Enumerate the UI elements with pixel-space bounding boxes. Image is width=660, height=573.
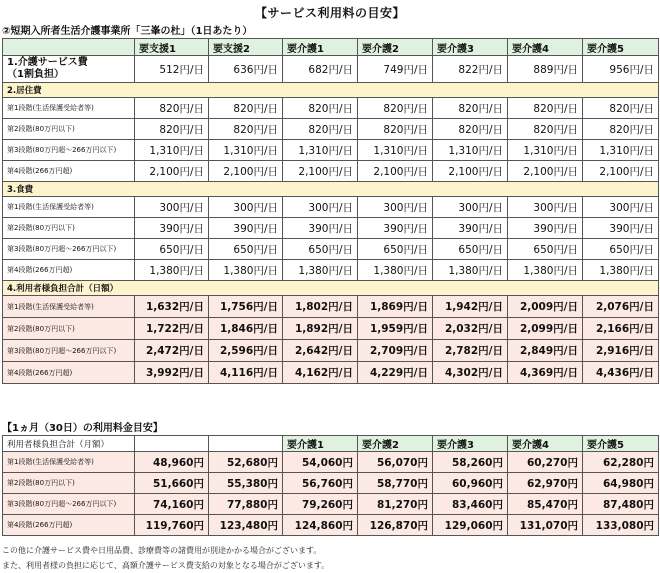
food-section-row <box>3 182 659 197</box>
residence-value: 1,310円/日 <box>135 140 209 161</box>
tier-label: 第2段階(80万円以下) <box>3 473 135 494</box>
total-row <box>3 296 659 318</box>
monthly-value: 60,270円 <box>508 452 583 473</box>
service-fee-value: 749円/日 <box>358 56 433 83</box>
monthly-value: 62,280円 <box>583 452 659 473</box>
total-value: 3,992円/日 <box>135 362 209 384</box>
monthly-value: 56,760円 <box>283 473 358 494</box>
food-value: 1,380円/日 <box>283 260 358 281</box>
residence-value: 1,310円/日 <box>583 140 659 161</box>
residence-row <box>3 119 659 140</box>
column-header: 要支援1 <box>135 39 209 56</box>
column-header: 要介護4 <box>508 39 583 56</box>
monthly-value: 129,060円 <box>433 515 508 536</box>
service-fee-row <box>3 56 659 83</box>
monthly-value: 85,470円 <box>508 494 583 515</box>
food-value: 1,380円/日 <box>358 260 433 281</box>
total-value: 2,916円/日 <box>583 340 659 362</box>
monthly-value: 124,860円 <box>283 515 358 536</box>
total-value: 1,632円/日 <box>135 296 209 318</box>
residence-value: 820円/日 <box>358 98 433 119</box>
total-value: 2,009円/日 <box>508 296 583 318</box>
food-row <box>3 218 659 239</box>
column-header: 要介護1 <box>283 39 358 56</box>
column-header: 要介護5 <box>583 39 659 56</box>
residence-section-label: 2.居住費 <box>3 83 659 98</box>
total-value: 1,942円/日 <box>433 296 508 318</box>
total-section-label: 4.利用者様負担合計（日額） <box>3 281 659 296</box>
page-title: 【サービス利用料の目安】 <box>254 6 405 20</box>
total-value: 2,642円/日 <box>283 340 358 362</box>
tier-label: 第1段階(生活保護受給者等) <box>3 296 135 318</box>
food-row <box>3 260 659 281</box>
total-value: 2,472円/日 <box>135 340 209 362</box>
monthly-column-header: 要介護2 <box>358 436 433 452</box>
residence-value: 2,100円/日 <box>508 161 583 182</box>
monthly-column-header: 要介護5 <box>583 436 659 452</box>
residence-value: 1,310円/日 <box>358 140 433 161</box>
service-fee-label-line1: 1.介護サービス費 <box>7 57 88 68</box>
food-value: 390円/日 <box>135 218 209 239</box>
food-row <box>3 197 659 218</box>
food-value: 650円/日 <box>433 239 508 260</box>
monthly-value: 81,270円 <box>358 494 433 515</box>
residence-value: 820円/日 <box>209 98 283 119</box>
monthly-fee-table <box>2 435 659 536</box>
food-value: 650円/日 <box>283 239 358 260</box>
monthly-value: 126,870円 <box>358 515 433 536</box>
note-line-2: また、利用者様の負担に応じて、高額介護サービス費支給の対象となる場合がございます。 <box>2 561 330 570</box>
total-value: 1,756円/日 <box>209 296 283 318</box>
column-header: 要介護3 <box>433 39 508 56</box>
monthly-row <box>3 494 659 515</box>
residence-value: 820円/日 <box>135 119 209 140</box>
total-value: 2,596円/日 <box>209 340 283 362</box>
residence-value: 2,100円/日 <box>209 161 283 182</box>
monthly-value: 87,480円 <box>583 494 659 515</box>
food-value: 300円/日 <box>358 197 433 218</box>
service-fee-label-line2: （1割負担） <box>7 69 64 80</box>
service-fee-value: 889円/日 <box>508 56 583 83</box>
residence-value: 820円/日 <box>358 119 433 140</box>
residence-value: 2,100円/日 <box>283 161 358 182</box>
tier-label: 第3段階(80万円超～266万円以下) <box>3 239 135 260</box>
food-value: 300円/日 <box>583 197 659 218</box>
monthly-subtitle: 【1ヵ月（30日）の利用料金目安】 <box>2 423 163 434</box>
food-value: 1,380円/日 <box>433 260 508 281</box>
tier-label: 第1段階(生活保護受給者等) <box>3 98 135 119</box>
food-value: 390円/日 <box>508 218 583 239</box>
facility-subtitle: ②短期入所者生活介護事業所「三峯の杜」（1日あたり） <box>2 26 253 37</box>
total-row <box>3 318 659 340</box>
monthly-column-header: 要介護4 <box>508 436 583 452</box>
monthly-value: 52,680円 <box>209 452 283 473</box>
monthly-column-header: 要介護1 <box>283 436 358 452</box>
service-fee-label <box>3 56 135 83</box>
total-value: 2,032円/日 <box>433 318 508 340</box>
food-value: 390円/日 <box>433 218 508 239</box>
total-value: 4,229円/日 <box>358 362 433 384</box>
residence-section-row <box>3 83 659 98</box>
residence-value: 1,310円/日 <box>209 140 283 161</box>
food-value: 390円/日 <box>583 218 659 239</box>
header-blank-cell <box>3 39 135 56</box>
residence-value: 1,310円/日 <box>433 140 508 161</box>
residence-value: 820円/日 <box>508 98 583 119</box>
total-row <box>3 362 659 384</box>
total-value: 2,782円/日 <box>433 340 508 362</box>
monthly-value: 56,070円 <box>358 452 433 473</box>
total-value: 4,369円/日 <box>508 362 583 384</box>
food-value: 1,380円/日 <box>209 260 283 281</box>
monthly-column-header: 要介護3 <box>433 436 508 452</box>
tier-label: 第4段階(266万円超) <box>3 161 135 182</box>
total-value: 4,302円/日 <box>433 362 508 384</box>
tier-label: 第2段階(80万円以下) <box>3 318 135 340</box>
monthly-value: 58,260円 <box>433 452 508 473</box>
tier-label: 第3段階(80万円超～266万円以下) <box>3 140 135 161</box>
monthly-value: 131,070円 <box>508 515 583 536</box>
total-value: 1,869円/日 <box>358 296 433 318</box>
monthly-column-header <box>135 436 209 452</box>
monthly-value: 64,980円 <box>583 473 659 494</box>
residence-value: 2,100円/日 <box>358 161 433 182</box>
monthly-value: 48,960円 <box>135 452 209 473</box>
total-value: 4,162円/日 <box>283 362 358 384</box>
food-value: 1,380円/日 <box>508 260 583 281</box>
residence-value: 2,100円/日 <box>583 161 659 182</box>
residence-value: 820円/日 <box>283 119 358 140</box>
food-row <box>3 239 659 260</box>
food-value: 300円/日 <box>209 197 283 218</box>
total-value: 1,892円/日 <box>283 318 358 340</box>
service-fee-value: 512円/日 <box>135 56 209 83</box>
tier-label: 第3段階(80万円超～266万円以下) <box>3 494 135 515</box>
header-row <box>3 39 659 56</box>
tier-label: 第4段階(266万円超) <box>3 260 135 281</box>
monthly-value: 83,460円 <box>433 494 508 515</box>
monthly-value: 74,160円 <box>135 494 209 515</box>
monthly-value: 55,380円 <box>209 473 283 494</box>
monthly-header-row <box>3 436 659 452</box>
daily-fee-table <box>2 38 659 384</box>
residence-row <box>3 161 659 182</box>
monthly-row <box>3 452 659 473</box>
total-section-row <box>3 281 659 296</box>
total-value: 2,709円/日 <box>358 340 433 362</box>
monthly-value: 58,770円 <box>358 473 433 494</box>
residence-row <box>3 140 659 161</box>
tier-label: 第3段階(80万円超～266万円以下) <box>3 340 135 362</box>
note-line-1: この他に介護サービス費や日用品費、診療費等の諸費用が別途かかる場合がございます。 <box>2 546 322 555</box>
residence-value: 1,310円/日 <box>508 140 583 161</box>
residence-value: 820円/日 <box>433 98 508 119</box>
service-fee-value: 682円/日 <box>283 56 358 83</box>
residence-value: 2,100円/日 <box>433 161 508 182</box>
monthly-value: 123,480円 <box>209 515 283 536</box>
food-value: 650円/日 <box>508 239 583 260</box>
total-value: 2,166円/日 <box>583 318 659 340</box>
monthly-value: 77,880円 <box>209 494 283 515</box>
monthly-column-header <box>209 436 283 452</box>
tier-label: 第4段階(266万円超) <box>3 362 135 384</box>
total-value: 4,436円/日 <box>583 362 659 384</box>
tier-label: 第1段階(生活保護受給者等) <box>3 452 135 473</box>
food-value: 390円/日 <box>358 218 433 239</box>
monthly-value: 62,970円 <box>508 473 583 494</box>
monthly-value: 133,080円 <box>583 515 659 536</box>
column-header: 要介護2 <box>358 39 433 56</box>
residence-value: 2,100円/日 <box>135 161 209 182</box>
food-section-label: 3.食費 <box>3 182 659 197</box>
tier-label: 第1段階(生活保護受給者等) <box>3 197 135 218</box>
tier-label: 第2段階(80万円以下) <box>3 119 135 140</box>
monthly-value: 51,660円 <box>135 473 209 494</box>
residence-value: 820円/日 <box>209 119 283 140</box>
monthly-value: 119,760円 <box>135 515 209 536</box>
monthly-header-label: 利用者様負担合計（月額） <box>3 436 135 452</box>
food-value: 300円/日 <box>508 197 583 218</box>
residence-row <box>3 98 659 119</box>
food-value: 650円/日 <box>209 239 283 260</box>
total-row <box>3 340 659 362</box>
service-fee-value: 822円/日 <box>433 56 508 83</box>
total-value: 2,849円/日 <box>508 340 583 362</box>
residence-value: 1,310円/日 <box>283 140 358 161</box>
service-fee-value: 956円/日 <box>583 56 659 83</box>
residence-value: 820円/日 <box>135 98 209 119</box>
total-value: 1,722円/日 <box>135 318 209 340</box>
total-value: 1,846円/日 <box>209 318 283 340</box>
total-value: 2,099円/日 <box>508 318 583 340</box>
column-header: 要支援2 <box>209 39 283 56</box>
food-value: 390円/日 <box>283 218 358 239</box>
food-value: 300円/日 <box>135 197 209 218</box>
food-value: 390円/日 <box>209 218 283 239</box>
food-value: 650円/日 <box>358 239 433 260</box>
residence-value: 820円/日 <box>433 119 508 140</box>
food-value: 1,380円/日 <box>135 260 209 281</box>
total-value: 1,802円/日 <box>283 296 358 318</box>
total-value: 2,076円/日 <box>583 296 659 318</box>
monthly-row <box>3 473 659 494</box>
total-value: 4,116円/日 <box>209 362 283 384</box>
tier-label: 第4段階(266万円超) <box>3 515 135 536</box>
total-value: 1,959円/日 <box>358 318 433 340</box>
residence-value: 820円/日 <box>283 98 358 119</box>
monthly-row <box>3 515 659 536</box>
residence-value: 820円/日 <box>508 119 583 140</box>
monthly-value: 60,960円 <box>433 473 508 494</box>
service-fee-value: 636円/日 <box>209 56 283 83</box>
food-value: 650円/日 <box>583 239 659 260</box>
food-value: 650円/日 <box>135 239 209 260</box>
food-value: 300円/日 <box>283 197 358 218</box>
food-value: 1,380円/日 <box>583 260 659 281</box>
residence-value: 820円/日 <box>583 98 659 119</box>
tier-label: 第2段階(80万円以下) <box>3 218 135 239</box>
monthly-value: 54,060円 <box>283 452 358 473</box>
residence-value: 820円/日 <box>583 119 659 140</box>
monthly-value: 79,260円 <box>283 494 358 515</box>
food-value: 300円/日 <box>433 197 508 218</box>
